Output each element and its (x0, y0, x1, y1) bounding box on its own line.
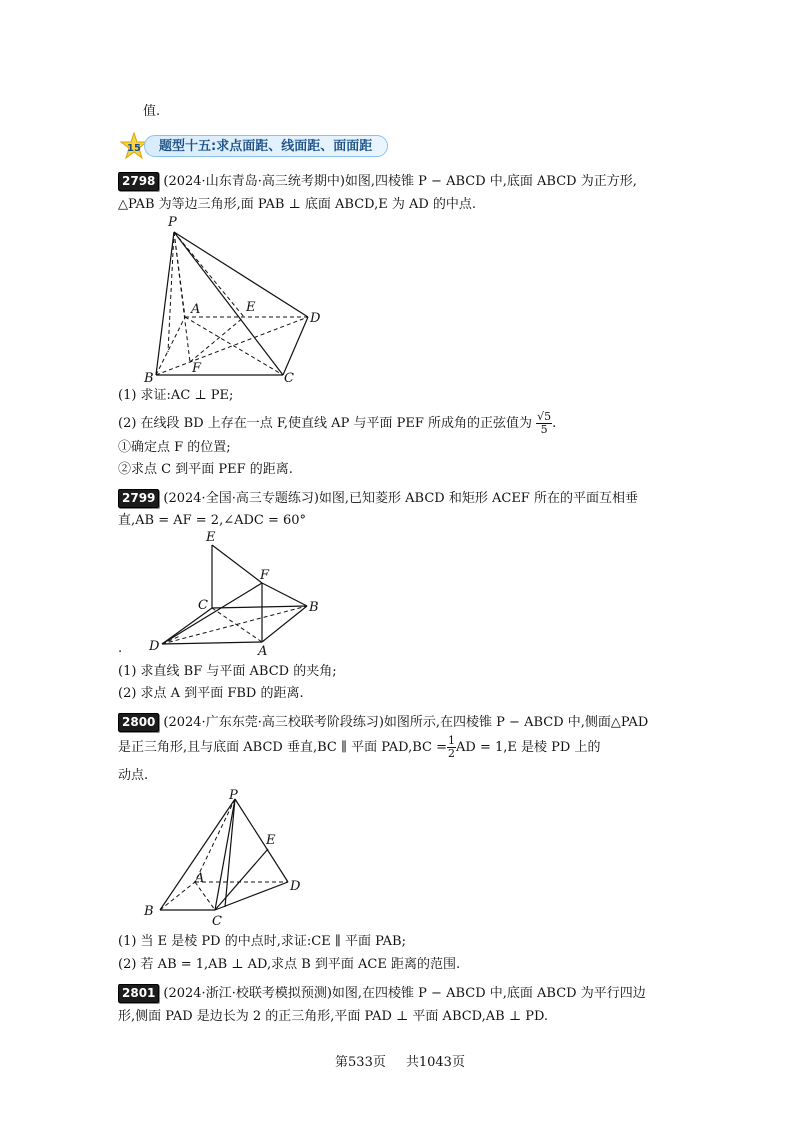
problem-2800-line-1: 2800 (2024·广东东莞·高三校联考阶段练习)如图所示,在四棱锥 P − ABCD 中,侧面△PAD (118, 713, 648, 733)
problem-2801-line-1: 2801 (2024·浙江·校联考模拟预测)如图,在四棱锥 P − ABCD 中,底面 ABCD 为平行四边 (118, 984, 646, 1004)
problem-2798-part-1: (1) 求证:AC ⊥ PE; (118, 388, 234, 403)
section-title: 题型十五:求点面距、线面距、面面距 (144, 135, 388, 157)
label-E: E (206, 530, 216, 545)
label-F: F (192, 361, 202, 376)
label-F: F (260, 568, 270, 583)
label-P: P (229, 788, 238, 803)
figure-2799 (140, 528, 330, 658)
problem-2798-line-2: △PAB 为等边三角形,面 PAB ⊥ 底面 ABCD,E 为 AD 的中点. (118, 197, 477, 212)
problem-2798-line-1: 2798 (2024·山东青岛·高三统考期中)如图,四棱锥 P − ABCD 中,底面 ABCD 为正方形, (118, 172, 637, 192)
total-pages: 共1043页 (405, 1055, 465, 1070)
figure-trailing-dot: . (118, 641, 123, 656)
label-E: E (246, 300, 256, 315)
problem-2799-part-2: (2) 求点 A 到平面 FBD 的距离. (118, 686, 304, 701)
top-text: 值. (143, 104, 161, 119)
problem-number: 2798 (118, 172, 159, 191)
label-B: B (144, 904, 154, 919)
label-A: A (258, 644, 268, 658)
label-P: P (168, 215, 177, 230)
problem-2798-part-4: ②求点 C 到平面 PEF 的距离. (118, 462, 293, 477)
problem-number: 2801 (118, 984, 159, 1003)
section-header (120, 132, 390, 160)
label-E: E (266, 833, 276, 848)
page-number: 第533页 (335, 1055, 386, 1070)
problem-2800-part-1: (1) 当 E 是棱 PD 的中点时,求证:CE ∥ 平面 PAB; (118, 934, 406, 949)
label-C: C (284, 371, 294, 386)
problem-2801-line-2: 形,侧面 PAD 是边长为 2 的正三角形,平面 PAD ⊥ 平面 ABCD,AB ⊥ PD. (118, 1009, 549, 1024)
label-B: B (309, 600, 319, 615)
figure-2800 (140, 785, 320, 930)
problem-2799-line-1: 2799 (2024·全国·高三专题练习)如图,已知菱形 ABCD 和矩形 ACEF 所在的平面互相垂 (118, 489, 638, 509)
fraction-sqrt5-over-5: $\frac{√5}{5}$ (537, 410, 552, 436)
page-footer (0, 1051, 800, 1070)
problem-2800-line-3: 动点. (118, 768, 149, 783)
problem-number: 2799 (118, 489, 159, 508)
label-D: D (149, 639, 160, 654)
problem-2799-part-1: (1) 求直线 BF 与平面 ABCD 的夹角; (118, 664, 337, 679)
label-C: C (212, 914, 222, 929)
problem-2800-line-2: 是正三角形,且与底面 ABCD 垂直,BC ∥ 平面 PAD,BC = $\frac{1}{2}$ AD = 1,E 是棱 PD 上的 (118, 734, 601, 760)
section-number: 15 (127, 143, 141, 154)
figure-2798 (140, 212, 330, 387)
label-D: D (310, 311, 321, 326)
problem-2798-part-2: (2) 在线段 BD 上存在一点 F,使直线 AP 与平面 PEF 所成角的正弦值为 $\frac{√5}{5}$ . (118, 410, 557, 436)
label-A: A (195, 871, 205, 886)
problem-2800-part-2: (2) 若 AB = 1,AB ⊥ AD,求点 B 到平面 ACE 距离的范围. (118, 957, 461, 972)
problem-number: 2800 (118, 713, 159, 732)
label-A: A (191, 302, 201, 317)
problem-2799-line-2: 直,AB = AF = 2,∠ADC = 60° (118, 513, 307, 528)
fraction-1-over-2: $\frac{1}{2}$ (448, 734, 456, 760)
problem-2798-part-3: ①确定点 F 的位置; (118, 440, 231, 455)
label-D: D (290, 879, 301, 894)
label-B: B (144, 371, 154, 386)
label-C: C (198, 598, 208, 613)
